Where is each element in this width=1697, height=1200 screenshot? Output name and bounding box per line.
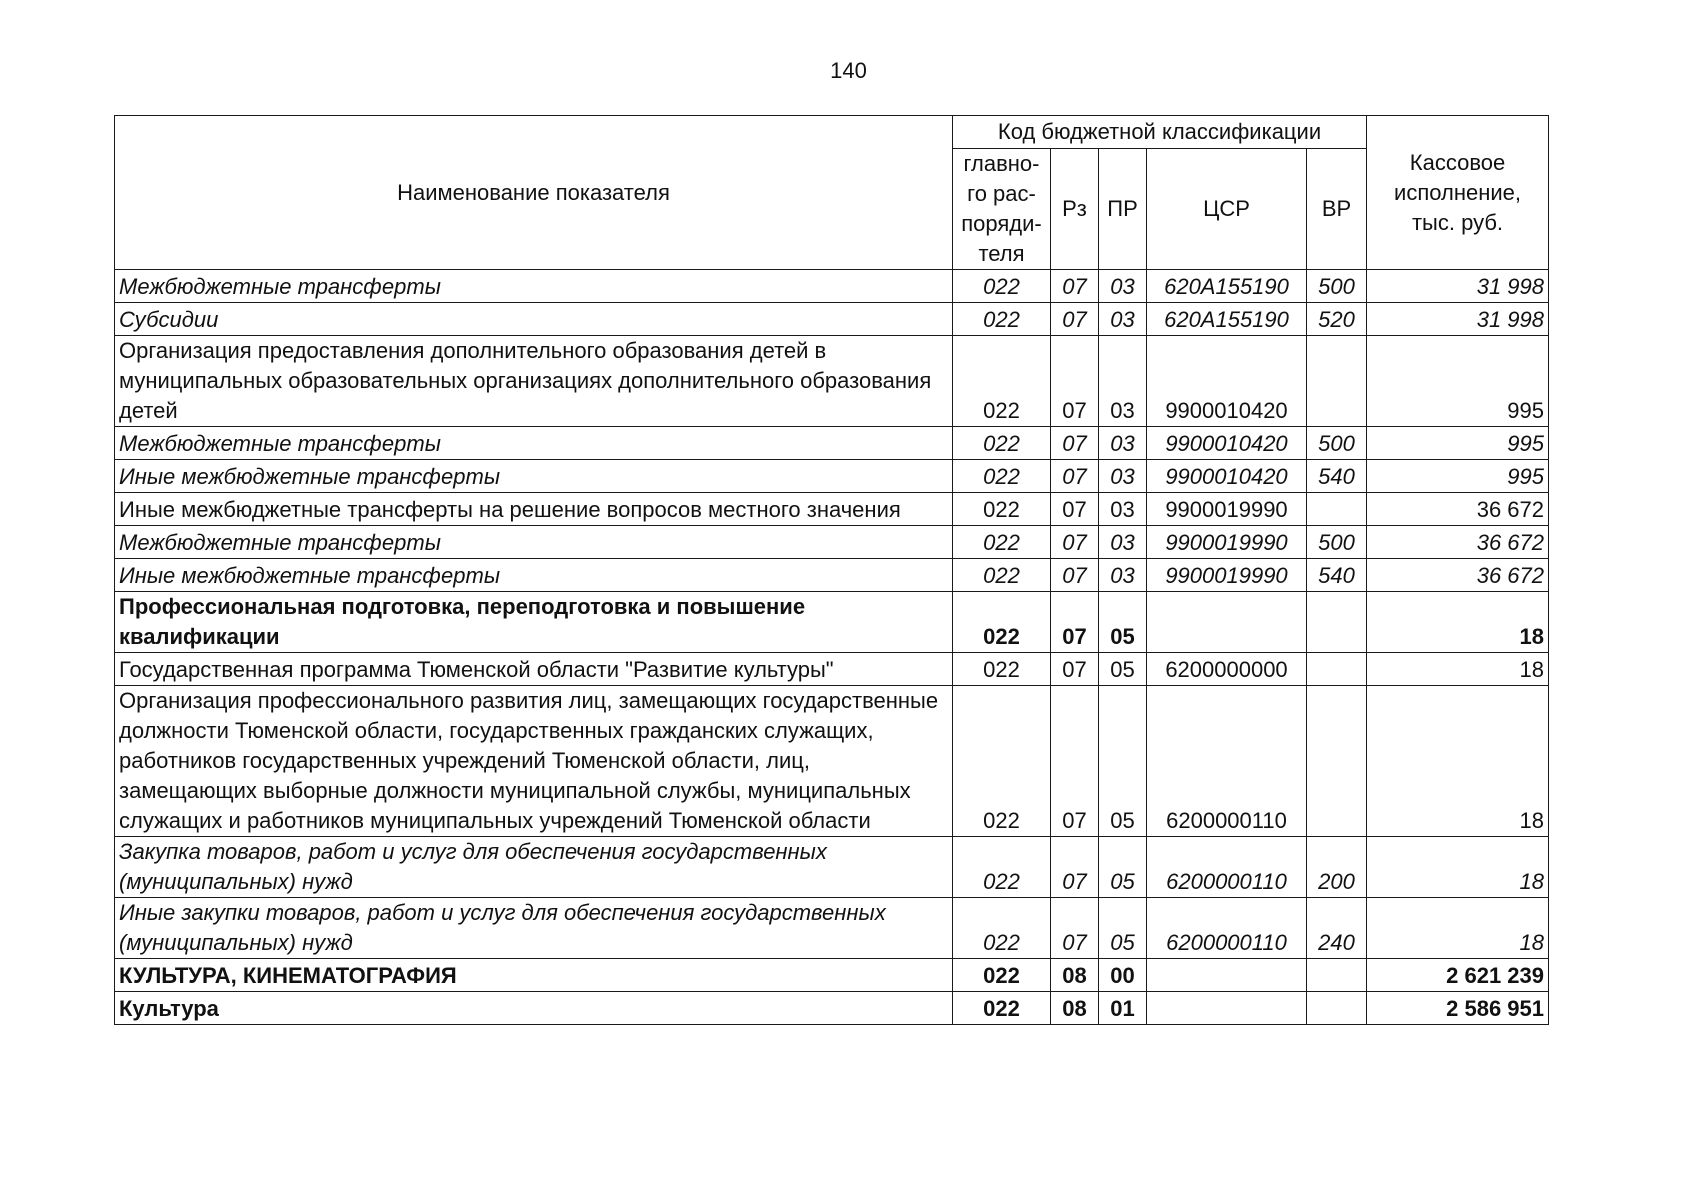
row-vr: 500 xyxy=(1307,526,1367,559)
header-rz: Рз xyxy=(1051,149,1099,270)
row-amount: 18 xyxy=(1367,592,1549,653)
row-vr: 500 xyxy=(1307,270,1367,303)
row-amount: 36 672 xyxy=(1367,493,1549,526)
row-name: Субсидии xyxy=(115,303,953,336)
header-main-line: поряди- xyxy=(961,211,1042,236)
row-pr: 05 xyxy=(1099,653,1147,686)
row-csr: 6200000110 xyxy=(1147,837,1307,898)
row-name: Иные межбюджетные трансферты xyxy=(115,460,953,493)
row-csr xyxy=(1147,992,1307,1025)
table-body xyxy=(115,270,1549,1025)
row-vr: 520 xyxy=(1307,303,1367,336)
row-pr: 03 xyxy=(1099,559,1147,592)
row-vr xyxy=(1307,336,1367,427)
row-rz: 07 xyxy=(1051,592,1099,653)
table-row xyxy=(115,992,1549,1025)
row-amount: 18 xyxy=(1367,837,1549,898)
table-row xyxy=(115,898,1549,959)
row-name: Иные межбюджетные трансферты xyxy=(115,559,953,592)
row-name: Организация профессионального развития лиц, замещающих государственные должности Тюменской области, государственных гражданских служащих, работников государственных учреждений Тюменской области, лиц, замещающих выборные должности муниципальной службы, муниципальных служащих и работников муниципальных учреждений Тюменской области xyxy=(115,686,953,837)
row-main-manager: 022 xyxy=(953,653,1051,686)
header-amount-line: Кассовое xyxy=(1409,149,1506,175)
row-pr: 03 xyxy=(1099,427,1147,460)
row-rz: 07 xyxy=(1051,336,1099,427)
row-rz: 08 xyxy=(1051,992,1099,1025)
row-rz: 07 xyxy=(1051,686,1099,837)
row-csr: 620A155190 xyxy=(1147,303,1307,336)
table-row xyxy=(115,526,1549,559)
header-pr: ПР xyxy=(1099,149,1147,270)
row-pr: 03 xyxy=(1099,460,1147,493)
row-main-manager: 022 xyxy=(953,592,1051,653)
row-csr: 9900019990 xyxy=(1147,493,1307,526)
row-rz: 08 xyxy=(1051,959,1099,992)
row-rz: 07 xyxy=(1051,837,1099,898)
table-row xyxy=(115,592,1549,653)
row-main-manager: 022 xyxy=(953,336,1051,427)
row-rz: 07 xyxy=(1051,526,1099,559)
header-vr: ВР xyxy=(1307,149,1367,270)
row-amount: 995 xyxy=(1367,336,1549,427)
row-vr: 540 xyxy=(1307,559,1367,592)
row-csr xyxy=(1147,959,1307,992)
row-main-manager: 022 xyxy=(953,460,1051,493)
row-vr xyxy=(1307,493,1367,526)
page-number: 140 xyxy=(830,58,867,83)
row-vr xyxy=(1307,592,1367,653)
row-main-manager: 022 xyxy=(953,493,1051,526)
row-pr: 05 xyxy=(1099,898,1147,959)
table-row xyxy=(115,653,1549,686)
row-name: Закупка товаров, работ и услуг для обеспечения государственных (муниципальных) нужд xyxy=(115,837,953,898)
row-main-manager: 022 xyxy=(953,992,1051,1025)
table-row xyxy=(115,837,1549,898)
row-name: Культура xyxy=(115,992,953,1025)
header-name: Наименование показателя xyxy=(115,116,953,270)
row-csr: 620A155190 xyxy=(1147,270,1307,303)
row-amount: 18 xyxy=(1367,898,1549,959)
header-csr: ЦСР xyxy=(1147,149,1307,270)
row-main-manager: 022 xyxy=(953,427,1051,460)
table-row xyxy=(115,336,1549,427)
header-amount-line: исполнение, xyxy=(1394,179,1521,205)
row-rz: 07 xyxy=(1051,270,1099,303)
row-main-manager: 022 xyxy=(953,303,1051,336)
row-pr: 03 xyxy=(1099,336,1147,427)
row-vr xyxy=(1307,653,1367,686)
row-csr: 6200000110 xyxy=(1147,898,1307,959)
table-row xyxy=(115,303,1549,336)
row-amount: 995 xyxy=(1367,427,1549,460)
header-main-manager xyxy=(953,149,1051,270)
row-main-manager: 022 xyxy=(953,559,1051,592)
row-name: Межбюджетные трансферты xyxy=(115,270,953,303)
table-row xyxy=(115,460,1549,493)
row-amount: 36 672 xyxy=(1367,559,1549,592)
row-rz: 07 xyxy=(1051,898,1099,959)
table-row xyxy=(115,559,1549,592)
row-vr: 200 xyxy=(1307,837,1367,898)
row-csr: 9900010420 xyxy=(1147,427,1307,460)
row-amount: 31 998 xyxy=(1367,270,1549,303)
table-row xyxy=(115,270,1549,303)
header-main-line: теля xyxy=(978,241,1025,266)
row-csr: 6200000110 xyxy=(1147,686,1307,837)
row-amount: 18 xyxy=(1367,653,1549,686)
row-amount: 2 586 951 xyxy=(1367,992,1549,1025)
row-csr: 9900019990 xyxy=(1147,526,1307,559)
budget-table xyxy=(114,115,1549,1025)
row-name: Организация предоставления дополнительного образования детей в муниципальных образовательных организациях дополнительного образования детей xyxy=(115,336,953,427)
row-csr: 9900010420 xyxy=(1147,460,1307,493)
row-amount: 31 998 xyxy=(1367,303,1549,336)
row-vr: 240 xyxy=(1307,898,1367,959)
row-name: Иные закупки товаров, работ и услуг для обеспечения государственных (муниципальных) нужд xyxy=(115,898,953,959)
header-amount-line: тыс. руб. xyxy=(1411,209,1504,235)
row-csr: 9900010420 xyxy=(1147,336,1307,427)
row-main-manager: 022 xyxy=(953,526,1051,559)
header-main-line: главно- xyxy=(963,151,1040,176)
header-main-line: го рас- xyxy=(967,181,1036,206)
row-vr xyxy=(1307,992,1367,1025)
row-pr: 03 xyxy=(1099,270,1147,303)
row-vr: 500 xyxy=(1307,427,1367,460)
row-pr: 01 xyxy=(1099,992,1147,1025)
row-rz: 07 xyxy=(1051,493,1099,526)
row-amount: 2 621 239 xyxy=(1367,959,1549,992)
row-amount: 18 xyxy=(1367,686,1549,837)
row-main-manager: 022 xyxy=(953,270,1051,303)
row-pr: 03 xyxy=(1099,493,1147,526)
row-name: КУЛЬТУРА, КИНЕМАТОГРАФИЯ xyxy=(115,959,953,992)
row-csr: 9900019990 xyxy=(1147,559,1307,592)
row-main-manager: 022 xyxy=(953,959,1051,992)
table-row xyxy=(115,427,1549,460)
row-pr: 05 xyxy=(1099,837,1147,898)
header-amount xyxy=(1367,116,1549,270)
header-code-group: Код бюджетной классификации xyxy=(953,116,1367,149)
row-name: Государственная программа Тюменской области "Развитие культуры" xyxy=(115,653,953,686)
row-vr xyxy=(1307,959,1367,992)
row-name: Межбюджетные трансферты xyxy=(115,427,953,460)
row-pr: 05 xyxy=(1099,592,1147,653)
row-main-manager: 022 xyxy=(953,686,1051,837)
table-row xyxy=(115,493,1549,526)
row-main-manager: 022 xyxy=(953,837,1051,898)
row-amount: 995 xyxy=(1367,460,1549,493)
row-csr: 6200000000 xyxy=(1147,653,1307,686)
table-row xyxy=(115,959,1549,992)
row-rz: 07 xyxy=(1051,303,1099,336)
row-main-manager: 022 xyxy=(953,898,1051,959)
row-name: Профессиональная подготовка, переподготовка и повышение квалификации xyxy=(115,592,953,653)
row-rz: 07 xyxy=(1051,653,1099,686)
row-rz: 07 xyxy=(1051,559,1099,592)
row-name: Иные межбюджетные трансферты на решение вопросов местного значения xyxy=(115,493,953,526)
row-pr: 05 xyxy=(1099,686,1147,837)
row-pr: 03 xyxy=(1099,526,1147,559)
row-pr: 03 xyxy=(1099,303,1147,336)
row-rz: 07 xyxy=(1051,427,1099,460)
row-vr xyxy=(1307,686,1367,837)
row-amount: 36 672 xyxy=(1367,526,1549,559)
row-vr: 540 xyxy=(1307,460,1367,493)
row-csr xyxy=(1147,592,1307,653)
row-pr: 00 xyxy=(1099,959,1147,992)
row-name: Межбюджетные трансферты xyxy=(115,526,953,559)
row-rz: 07 xyxy=(1051,460,1099,493)
table-row xyxy=(115,686,1549,837)
